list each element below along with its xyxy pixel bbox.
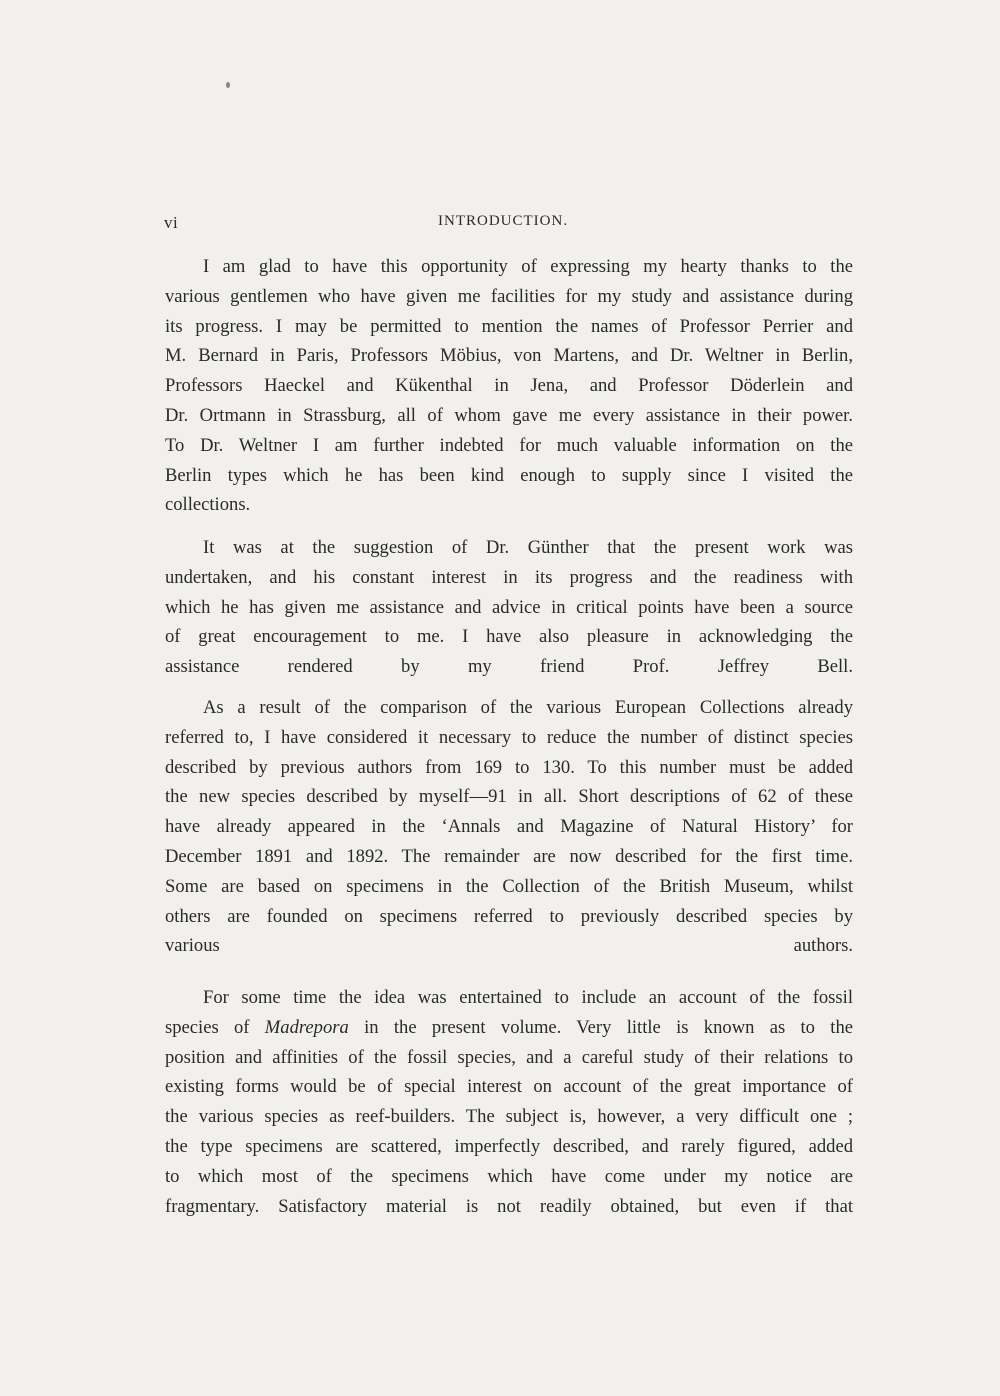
- text-line: position and affinities of the fossil species, and a careful study of their relations to: [165, 1046, 853, 1068]
- paper-speck: [226, 82, 230, 88]
- text-line: I am glad to have this opportunity of expressing my hearty thanks to the: [203, 256, 853, 277]
- text-line: the type specimens are scattered, imperfectly described, and rarely figured, added: [165, 1135, 853, 1157]
- paragraph-acknowledgements: [165, 252, 853, 520]
- text-line: fragmentary. Satisfactory material is not readily obtained, but even if that: [165, 1195, 853, 1217]
- text-line: Berlin types which he has been kind enough to supply since I visited the: [165, 464, 853, 486]
- line-fragment: in the present volume. Very little is known as to the: [348, 1016, 853, 1038]
- page-number: vi: [164, 213, 179, 232]
- text-line: its progress. I may be permitted to mention the names of Professor Perrier and: [165, 315, 853, 337]
- text-line: of great encouragement to me. I have also pleasure in acknowledging the: [165, 626, 853, 648]
- text-line: various authors.: [165, 935, 853, 957]
- text-line: As a result of the comparison of the various European Collections already: [203, 697, 853, 718]
- text-line: have already appeared in the ‘Annals and Magazine of Natural History’ for: [165, 816, 853, 838]
- text-line: existing forms would be of special interest on account of the great importance of: [165, 1076, 853, 1098]
- running-head: INTRODUCTION.: [438, 213, 569, 229]
- text-line: various gentlemen who have given me facilities for my study and assistance during: [165, 285, 853, 307]
- text-line: For some time the idea was entertained to include an account of the fossil: [203, 987, 853, 1008]
- text-line: Some are based on specimens in the Collection of the British Museum, whilst: [165, 875, 853, 897]
- text-line: the new species described by myself—91 in all. Short descriptions of 62 of these: [165, 786, 853, 808]
- text-line: the various species as reef-builders. The subject is, however, a very difficult one ;: [165, 1106, 853, 1128]
- paragraph-gunther: [165, 533, 853, 682]
- text-line: which he has given me assistance and advice in critical points have been a source: [165, 596, 853, 618]
- paragraph-species-count: [165, 693, 853, 961]
- text-line: assistance rendered by my friend Prof. Jeffrey Bell.: [165, 656, 853, 678]
- genus-name: Madrepora: [264, 1016, 349, 1038]
- text-line: others are founded on specimens referred to previously described species by: [165, 905, 853, 927]
- text-line: Dr. Ortmann in Strassburg, all of whom gave me every assistance in their power.: [165, 404, 853, 426]
- text-line: December 1891 and 1892. The remainder are now described for the first time.: [165, 845, 853, 867]
- text-line: referred to, I have considered it necessary to reduce the number of distinct species: [165, 726, 853, 748]
- text-line: To Dr. Weltner I am further indebted for much valuable information on the: [165, 434, 853, 456]
- paragraph-fossil-species: [165, 983, 853, 1221]
- text-line: M. Bernard in Paris, Professors Möbius, von Martens, and Dr. Weltner in Berlin,: [165, 345, 853, 367]
- text-line: undertaken, and his constant interest in its progress and the readiness with: [165, 566, 853, 588]
- text-line: to which most of the specimens which have come under my notice are: [165, 1165, 853, 1187]
- text-line: described by previous authors from 169 to 130. To this number must be added: [165, 756, 853, 778]
- text-line: Professors Haeckel and Kükenthal in Jena, and Professor Döderlein and: [165, 375, 853, 397]
- text-line: [165, 1013, 853, 1043]
- text-line: It was at the suggestion of Dr. Günther that the present work was: [203, 537, 853, 558]
- text-line: collections.: [165, 494, 251, 516]
- line-fragment: species of: [165, 1016, 265, 1038]
